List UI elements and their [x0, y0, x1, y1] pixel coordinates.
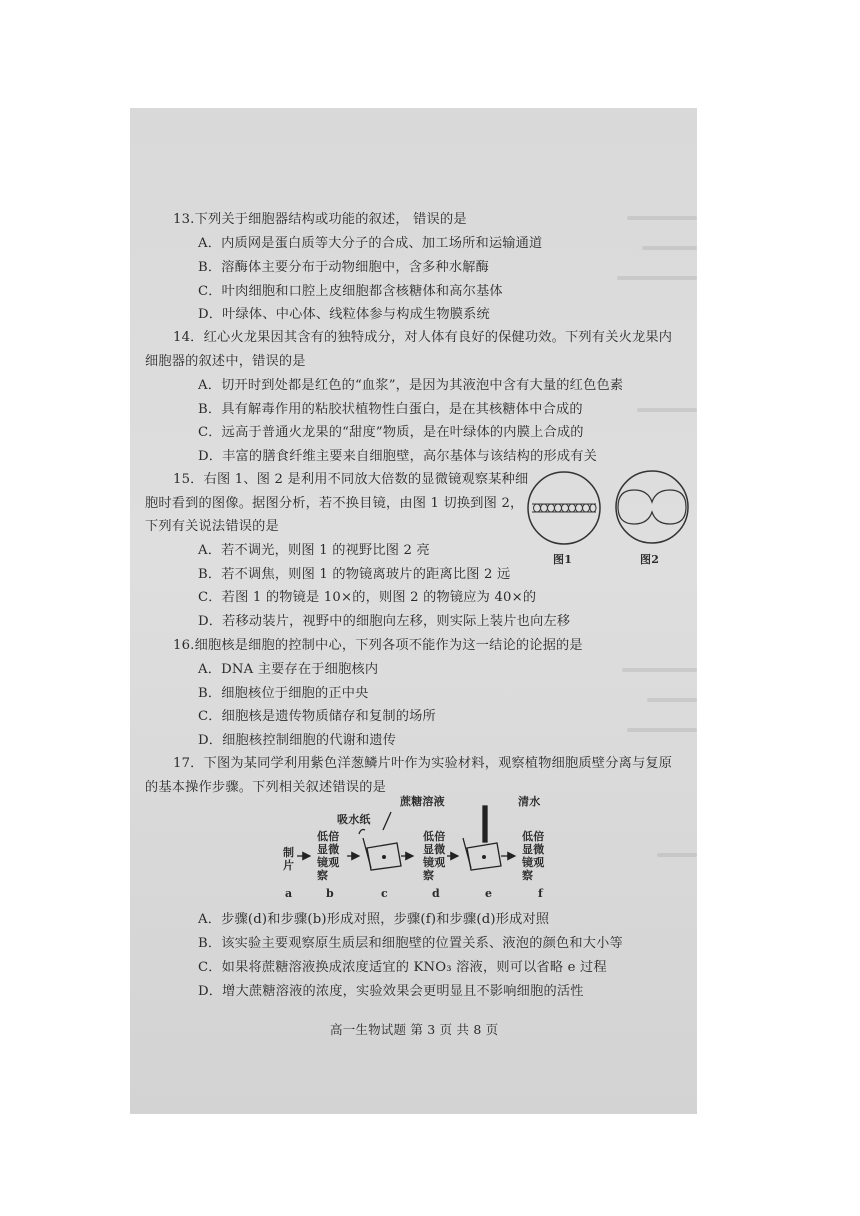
absorbent-paper-label: 吸水纸 [337, 813, 371, 826]
q15-stem-line1: 15．右图 1、图 2 是利用不同放大倍数的显微镜观察某种细 [173, 472, 529, 487]
step-f-text: 低倍显微镜观察 [522, 830, 545, 882]
bleed-through-mark [647, 698, 697, 702]
q13-option-b: B．溶酶体主要分布于动物细胞中，含多种水解酶 [198, 260, 490, 275]
bleed-through-mark [627, 216, 697, 220]
bleed-through-mark [642, 246, 697, 250]
step-a-text: 制片 [283, 846, 295, 872]
bleed-through-mark [622, 668, 697, 672]
q14-stem-line2: 细胞器的叙述中，错误的是 [145, 354, 306, 369]
step-letter-e: e [485, 887, 493, 900]
q16-option-c: C．细胞核是遗传物质储存和复制的场所 [198, 709, 436, 724]
q14-option-d: D．丰富的膳食纤维主要来自细胞壁，高尔基体与该结构的形成有关 [198, 449, 598, 464]
bleed-through-mark [627, 728, 697, 732]
q14-option-b: B．具有解毒作用的粘胶状植物性白蛋白，是在其核糖体中合成的 [198, 402, 583, 417]
step-letter-d: d [432, 887, 440, 900]
q16-stem: 16.细胞核是细胞的控制中心，下列各项不能作为这一结论的论据的是 [173, 638, 583, 653]
q17-option-c: C．如果将蔗糖溶液换成浓度适宜的 KNO₃ 溶液，则可以省略 e 过程 [198, 960, 607, 975]
step-d-text: 低倍显微镜观察 [423, 830, 446, 882]
q13-option-c: C．叶肉细胞和口腔上皮细胞都含核糖体和高尔基体 [198, 284, 503, 299]
q17-option-b: B．该实验主要观察原生质层和细胞壁的位置关系、液泡的颜色和大小等 [198, 936, 623, 951]
q15-option-b: B．若不调焦，则图 1 的物镜离玻片的距离比图 2 远 [198, 567, 511, 582]
q14-option-a: A．切开时到处都是红色的“血浆”，是因为其液泡中含有大量的红色色素 [198, 378, 624, 393]
sucrose-dropper [383, 812, 391, 830]
clean-water-label: 清水 [518, 795, 541, 808]
q17-option-a: A．步骤(d)和步骤(b)形成对照，步骤(f)和步骤(d)形成对照 [198, 912, 550, 927]
absorbent-paper-strip [463, 838, 471, 868]
q14-option-c: C．远高于普通火龙果的“甜度”物质，是在叶绿体的内膜上合成的 [198, 425, 584, 440]
q15-stem-line2: 胞时看到的图像。据图分析，若不换目镜，由图 1 切换到图 2， [145, 496, 524, 511]
bleed-through-mark [617, 276, 697, 280]
q16-option-a: A．DNA 主要存在于细胞核内 [198, 662, 379, 677]
q15-option-c: C．若图 1 的物镜是 10×的，则图 2 的物镜应为 40×的 [198, 590, 537, 605]
absorbent-paper-strip [363, 838, 371, 868]
leader-line [359, 830, 365, 835]
q16-option-b: B．细胞核位于细胞的正中央 [198, 686, 369, 701]
q14-stem-line1: 14．红心火龙果因其含有的独特成分，对人体有良好的保健功效。下列有关火龙果内 [173, 330, 673, 345]
q17-stem-line2: 的基本操作步骤。下列相关叙述错误的是 [145, 780, 386, 795]
q13-option-d: D．叶绿体、中心体、线粒体参与构成生物膜系统 [198, 307, 490, 322]
step-letter-a: a [285, 887, 293, 900]
q15-option-d: D．若移动装片，视野中的细胞向左移，则实际上装片也向左移 [198, 614, 571, 629]
q15-figure-2-label: 图2 [640, 553, 660, 566]
sucrose-solution-label: 蔗糖溶液 [400, 795, 445, 808]
q17-option-d: D．增大蔗糖溶液的浓度，实验效果会更明显且不影响细胞的活性 [198, 984, 584, 999]
q15-option-a: A．若不调光，则图 1 的视野比图 2 亮 [198, 543, 430, 558]
q13-option-a: A．内质网是蛋白质等大分子的合成、加工场所和运输通道 [198, 236, 543, 251]
q15-figure-2 [612, 468, 692, 546]
water-dropper [483, 806, 487, 842]
q16-option-d: D．细胞核控制细胞的代谢和遗传 [198, 733, 397, 748]
q15-figure-1 [526, 470, 602, 546]
bleed-through-mark [657, 853, 697, 857]
bleed-through-mark [637, 408, 697, 412]
q15-figure-1-label: 图1 [553, 553, 573, 566]
page-footer: 高一生物试题 第 3 页 共 8 页 [330, 1022, 499, 1037]
exam-page-photo [130, 108, 697, 1114]
step-letter-f: f [538, 887, 543, 900]
q17-stem-line1: 17．下图为某同学利用紫色洋葱鳞片叶作为实验材料，观察植物细胞质壁分离与复原 [173, 756, 673, 771]
q15-stem-line3: 下列有关说法错误的是 [145, 519, 279, 534]
q13-stem: 13.下列关于细胞器结构或功能的叙述， 错误的是 [173, 212, 467, 227]
step-b-text: 低倍显微镜观察 [317, 830, 340, 882]
step-letter-c: c [381, 887, 388, 900]
step-letter-b: b [326, 887, 334, 900]
